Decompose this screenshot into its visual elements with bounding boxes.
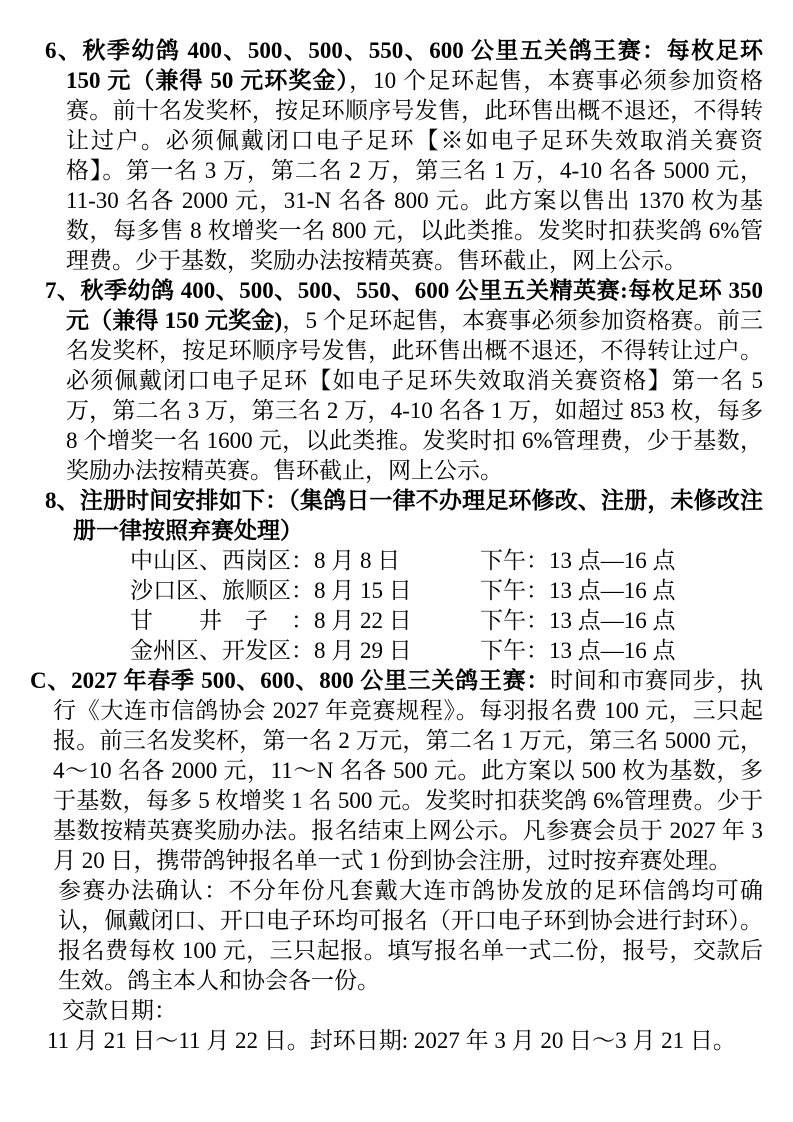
paragraph-section-c (0, 666, 763, 876)
section-c-heading: 2027 年春季 500、600、800 公里三关鸽王赛： (71, 668, 551, 693)
schedule-district-date: 金州区、开发区：8 月 29 日 (130, 638, 412, 663)
registration-schedule (0, 546, 763, 666)
schedule-time: 下午：13 点—16 点 (480, 578, 676, 603)
paragraph-payment-date-label: 交款日期： (62, 998, 177, 1023)
item-7-body: ，5 个足环起售，本赛事必须参加资格赛。前三名发奖杯，按足环顺序号发售，此环售出概不退还，不得转让过户。必须佩戴闭口电子足环【如电子足环失效取消关赛资格】第一名 5 万，第二名 3 万，第三名 2 万，4-10 名各 1 万，如超过 853 枚，每多 8 个增奖一名 1600 元，以此类推。发奖时扣 6%管理费，少于基数，奖励办法按精英赛。售环截止，网上公示。 (66, 308, 763, 483)
schedule-row (130, 546, 763, 576)
item-7-heading: 秋季幼鸽 400、500、500、550、600 公里五关精英赛:每枚足环 350 元（兼得 150 元奖金) (66, 278, 763, 333)
item-6-marker: 6、 (45, 38, 83, 63)
item-7-marker: 7、 (45, 278, 81, 303)
paragraph-item-6 (0, 36, 763, 276)
section-c-body: 时间和市赛同步，执行《大连市信鸽协会 2027 年竞赛规程》。每羽报名费 100 元，三只起报。前三名发奖杯，第一名 2 万元，第二名 1 万元，第三名 5000 元，4～10 名各 2000 元，11～N 名各 500 元。此方案以 500 枚为基数，多于基数，每多 5 枚增奖 1 名 500 元。发奖时扣获奖鸽 6%管理费。少于基数按精英赛奖励办法。报名结束上网公示。凡参赛会员于 2027 年 3 月 20 日，携带鸽钟报名单一式 1 份到协会注册，过时按弃赛处理。 (53, 668, 764, 873)
schedule-row (130, 576, 763, 606)
paragraph-item-8 (0, 486, 763, 546)
schedule-district-date: 甘 井 子 ：8 月 22 日 (130, 608, 412, 633)
paragraph-entry-confirmation: 参赛办法确认：不分年份凡套戴大连市鸽协发放的足环信鸽均可确认，佩戴闭口、开口电子环均可报名（开口电子环到协会进行封环）。报名费每枚 100 元，三只起报。填写报名单一式二份，报号，交款后生效。鸽主本人和协会各一份。 (58, 878, 763, 993)
item-8-heading: 注册时间安排如下：（集鸽日一律不办理足环修改、注册，未修改注册一律按照弃赛处理） (73, 488, 764, 543)
schedule-district-date: 沙口区、旅顺区：8 月 15 日 (130, 578, 412, 603)
item-8-marker: 8、 (45, 488, 80, 513)
item-6-body: ，10 个足环起售，本赛事必须参加资格赛。前十名发奖杯，按足环顺序号发售，此环售出概不退还，不得转让过户。必须佩戴闭口电子足环【※如电子足环失效取消关赛资格】。第一名 3 万，第二名 2 万，第三名 1 万，4-10 名各 5000 元，11-30 名各 2000 元，31-N 名各 800 元。此方案以售出 1370 枚为基数，每多售 8 枚增奖一名 800 元，以此类推。发奖时扣获奖鸽 6%管理费。少于基数，奖励办法按精英赛。售环截止，网上公示。 (66, 68, 764, 273)
item-6-heading: 秋季幼鸽 400、500、500、550、600 公里五关鸽王赛：每枚足环 150 元（兼得 50 元环奖金） (66, 38, 764, 93)
paragraph-item-7 (0, 276, 763, 486)
schedule-row (130, 606, 763, 636)
paragraph-payment-dates: 11 月 21 日～11 月 22 日。封环日期: 2027 年 3 月 20 日～3 月 21 日。 (47, 1028, 736, 1053)
schedule-district-date: 中山区、西岗区：8 月 8 日 (130, 548, 401, 573)
schedule-row (130, 636, 763, 666)
schedule-time: 下午：13 点—16 点 (480, 608, 676, 633)
schedule-time: 下午：13 点—16 点 (480, 638, 676, 663)
schedule-time: 下午：13 点—16 点 (480, 548, 676, 573)
section-c-marker: C、 (30, 668, 72, 693)
